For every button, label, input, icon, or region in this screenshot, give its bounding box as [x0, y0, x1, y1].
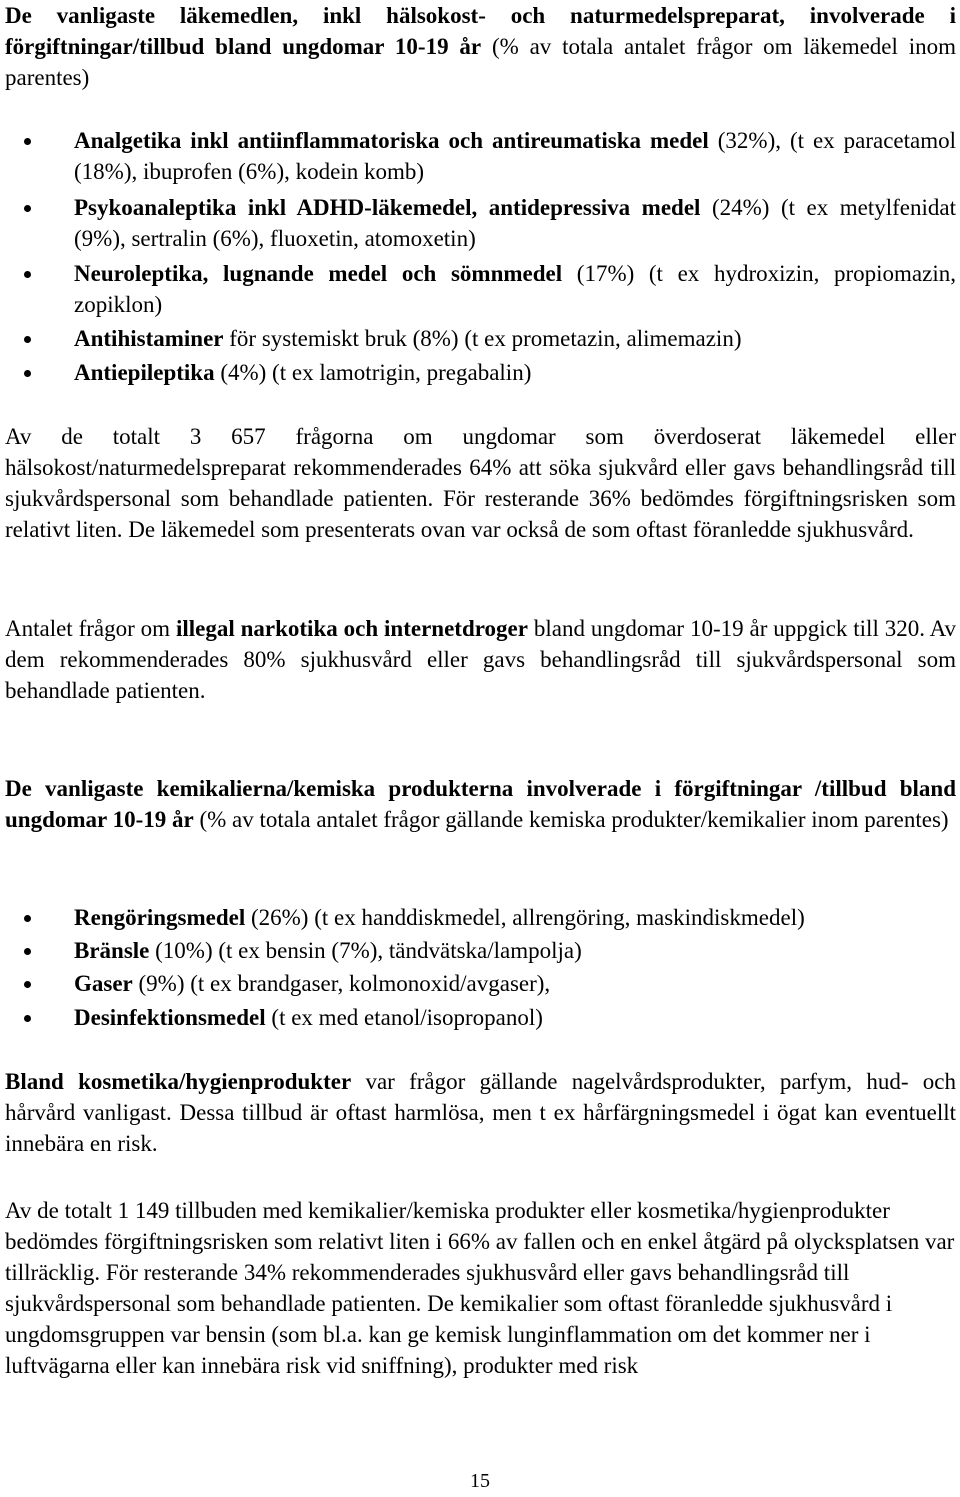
list-item: [24, 125, 956, 187]
bullet-icon: [24, 948, 31, 955]
list-item: [24, 902, 956, 933]
bullet-icon: [24, 370, 31, 377]
list-item-bold: Antihistaminer: [74, 326, 224, 351]
bullet-icon: [24, 138, 31, 145]
list-item-bold: Psykoanaleptika inkl ADHD-läkemedel, antidepressiva medel: [74, 195, 701, 220]
list-item: [24, 192, 956, 254]
list-item-bold: Neuroleptika, lugnande medel och sömnmedel: [74, 261, 563, 286]
list-item-text: (t ex med etanol/isopropanol): [265, 1005, 543, 1030]
section1-paragraph-1: Av de totalt 3 657 frågorna om ungdomar som överdoserat läkemedel eller hälsokost/naturmedelspreparat rekommenderades 64% att söka sjukvård eller gavs behandlingsråd till sjukvårdspersonal som behandlade patienten. För resterande 36% bedömdes förgiftningsrisken som relativt liten. De läkemedel som presenterats ovan var också de som oftast föranledde sjukhusvård.: [5, 424, 956, 542]
list-item-bold: Rengöringsmedel: [74, 905, 246, 930]
list-item-text: (26%) (t ex handdiskmedel, allrengöring, maskindiskmedel): [245, 905, 805, 930]
list-item-text: (24%) (t ex metylfenidat (9%), sertralin (6%), fluoxetin, atomoxetin): [74, 195, 956, 251]
bullet-icon: [24, 271, 31, 278]
page-number: 15: [470, 1470, 490, 1492]
list-item: [24, 968, 956, 999]
bullet-icon: [24, 915, 31, 922]
paragraph-text: Antalet frågor om: [5, 616, 176, 641]
list-item: [24, 323, 956, 354]
list-item-bold: Analgetika inkl antiinflammatoriska och antireumatiska medel: [74, 128, 709, 153]
section1-paragraph-2: [5, 613, 956, 706]
list-item-text: (10%) (t ex bensin (7%), tändvätska/lampolja): [149, 938, 582, 963]
list-item-text: (32%), (t ex paracetamol (18%), ibuprofen (6%), kodein komb): [74, 128, 957, 184]
section2-paragraph-2: Av de totalt 1 149 tillbuden med kemikalier/kemiska produkter eller kosmetika/hygienprodukter bedömdes förgiftningsrisken som relativt liten i 66% av fallen och en enkel åtgärd på olycksplatsen var tillräcklig. För resterande 34% rekommenderades sjukhusvård eller gavs behandlingsråd till sjukvårdspersonal som behandlade patienten. De kemikalier som oftast föranledde sjukhusvård i ungdomsgruppen var bensin (som bl.a. kan ge kemisk lunginflammation om det kommer ner i luftvägarna eller kan innebära risk vid sniffning), produkter med risk: [5, 1198, 955, 1378]
bullet-icon: [24, 205, 31, 212]
list-item: [24, 357, 956, 388]
list-item-text: (9%) (t ex brandgaser, kolmonoxid/avgaser),: [132, 971, 551, 996]
list-item-text: (4%) (t ex lamotrigin, pregabalin): [214, 360, 532, 385]
paragraph-text: bland ungdomar 10-19 år uppgick till 320. Av dem rekommenderades 80% sjukhusvård eller gavs behandlingsråd till sjukvårdspersonal som behandlade patienten.: [5, 616, 956, 703]
section2-paragraph-1: [5, 1066, 956, 1159]
section1-heading-rest: (% av totala antalet frågor om läkemedel inom parentes): [5, 34, 957, 90]
section1-heading: [5, 0, 956, 93]
bullet-icon: [24, 1015, 31, 1022]
section2-heading-rest: (% av totala antalet frågor gällande kemiska produkter/kemikalier inom parentes): [193, 807, 949, 832]
paragraph-bold: illegal narkotika och internetdroger: [175, 616, 528, 641]
list-item-bold: Antiepileptika: [74, 360, 215, 385]
list-item: [24, 258, 956, 320]
section2-heading-bold: De vanligaste kemikalierna/kemiska produkterna involverade i förgiftningar /tillbud bland ungdomar 10-19 år: [5, 776, 956, 832]
paragraph-text: var frågor gällande nagelvårdsprodukter, parfym, hud- och hårvård vanligast. Dessa tillbud är oftast harmlösa, men t ex hårfärgningsmedel i ögat kan eventuellt innebära en risk.: [5, 1069, 956, 1156]
list-item-text: (17%) (t ex hydroxizin, propiomazin, zopiklon): [74, 261, 956, 317]
section2-heading: [5, 773, 956, 835]
list-item-bold: Gaser: [74, 971, 133, 996]
list-item: [24, 935, 956, 966]
paragraph-bold: Bland kosmetika/hygienprodukter: [5, 1069, 352, 1094]
list-item-text: för systemiskt bruk (8%) (t ex prometazin, alimemazin): [223, 326, 742, 351]
list-item: [24, 1002, 956, 1033]
list-item-bold: Bränsle: [74, 938, 150, 963]
bullet-icon: [24, 981, 31, 988]
bullet-icon: [24, 336, 31, 343]
list-item-bold: Desinfektionsmedel: [74, 1005, 266, 1030]
section1-heading-bold: De vanligaste läkemedlen, inkl hälsokost- och naturmedelspreparat, involverade i förgiftningar/tillbud bland ungdomar 10-19 år: [5, 3, 956, 59]
